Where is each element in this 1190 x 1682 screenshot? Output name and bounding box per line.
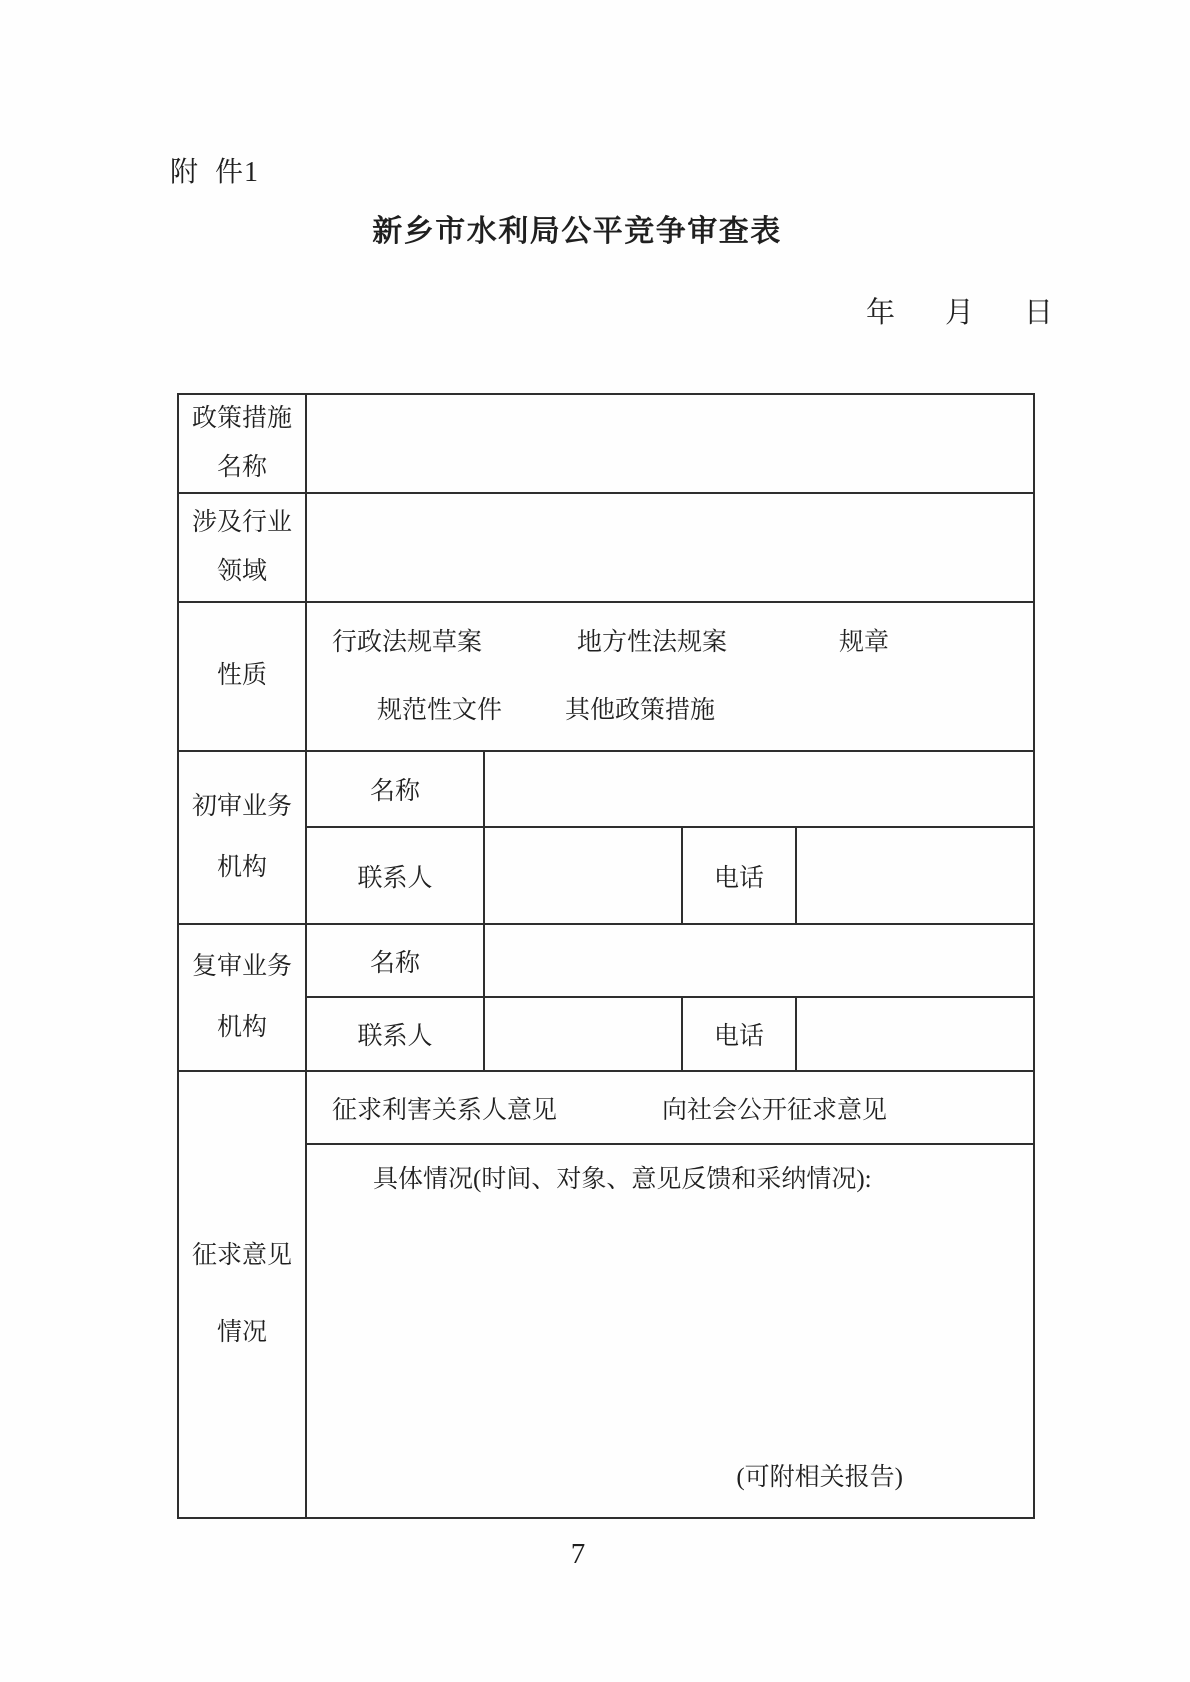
nature-label xyxy=(179,603,307,750)
initial-review-row xyxy=(179,752,1033,925)
nature-options-line1 xyxy=(307,628,1033,658)
date-month-label: 月 xyxy=(945,297,975,329)
nature-option-admin-regulation-draft: 行政法规草案 xyxy=(332,628,483,656)
second-review-label-line1: 复审业务 xyxy=(191,953,292,980)
review-form-table xyxy=(177,393,1035,1519)
nature-option-local-regulation: 地方性法规案 xyxy=(577,628,728,656)
second-review-label xyxy=(179,925,307,1070)
attachment-label: 附 件1 xyxy=(170,157,260,188)
policy-name-row xyxy=(179,395,1033,494)
nature-row xyxy=(179,603,1033,752)
page-number: 7 xyxy=(570,1538,586,1570)
opinion-row xyxy=(179,1072,1033,1517)
initial-review-contact-subrow xyxy=(307,828,1033,923)
second-review-cells xyxy=(307,925,1033,1070)
opinion-label-line2: 情况 xyxy=(216,1319,267,1346)
date-day-label: 日 xyxy=(1024,297,1054,329)
initial-review-phone-label-text: 电话 xyxy=(713,864,764,892)
initial-review-label-line1: 初审业务 xyxy=(191,793,292,820)
initial-review-name-label-text: 名称 xyxy=(369,778,420,805)
initial-review-label xyxy=(179,752,307,923)
attachment-note: (可附相关报告) xyxy=(736,1464,903,1491)
opinion-cells xyxy=(307,1072,1033,1517)
nature-option-other-policy: 其他政策措施 xyxy=(565,696,716,724)
initial-review-name-label xyxy=(307,752,485,826)
initial-review-name-value-cell xyxy=(485,752,1033,826)
initial-review-contact-value-cell xyxy=(485,828,683,923)
industry-row xyxy=(179,494,1033,603)
opinion-label xyxy=(179,1072,307,1517)
industry-label-line2: 领域 xyxy=(216,557,267,585)
opinion-option-stakeholders: 征求利害关系人意见 xyxy=(332,1096,558,1124)
policy-name-label-line2: 名称 xyxy=(216,453,267,481)
second-review-contact-subrow xyxy=(307,998,1033,1070)
policy-name-label-line1: 政策措施 xyxy=(191,405,292,432)
nature-label-text: 性质 xyxy=(216,662,267,690)
industry-label-line1: 涉及行业 xyxy=(191,509,292,536)
second-review-contact-label xyxy=(307,998,485,1070)
policy-name-label xyxy=(179,395,307,492)
second-review-phone-label-text: 电话 xyxy=(713,1023,764,1050)
nature-options-cell xyxy=(307,603,1033,750)
initial-review-phone-value-cell xyxy=(797,828,1033,923)
second-review-row xyxy=(179,925,1033,1072)
date-year-label: 年 xyxy=(866,297,896,329)
nature-options-line2 xyxy=(307,696,1033,726)
initial-review-cells xyxy=(307,752,1033,923)
policy-name-value-cell xyxy=(307,395,1033,492)
initial-review-contact-label xyxy=(307,828,485,923)
second-review-name-value-cell xyxy=(485,925,1033,996)
initial-review-phone-label xyxy=(683,828,797,923)
second-review-name-label xyxy=(307,925,485,996)
second-review-contact-label-text: 联系人 xyxy=(357,1023,433,1050)
second-review-contact-value-cell xyxy=(485,998,683,1070)
opinion-options-subrow xyxy=(307,1072,1033,1145)
second-review-name-label-text: 名称 xyxy=(369,949,420,977)
opinion-detail-subrow xyxy=(307,1145,1033,1517)
second-review-label-line2: 机构 xyxy=(216,1013,267,1041)
opinion-label-line1: 征求意见 xyxy=(191,1241,292,1269)
initial-review-contact-label-text: 联系人 xyxy=(357,864,433,892)
second-review-name-subrow xyxy=(307,925,1033,998)
second-review-phone-label xyxy=(683,998,797,1070)
industry-label xyxy=(179,494,307,601)
date-line xyxy=(866,290,1053,331)
page-title: 新乡市水利局公平竞争审查表 xyxy=(372,215,782,248)
second-review-phone-value-cell xyxy=(797,998,1033,1070)
industry-value-cell xyxy=(307,494,1033,601)
nature-option-normative-document: 规范性文件 xyxy=(377,696,503,724)
initial-review-name-subrow xyxy=(307,752,1033,828)
initial-review-label-line2: 机构 xyxy=(216,853,267,881)
opinion-option-public: 向社会公开征求意见 xyxy=(662,1096,888,1124)
opinion-detail-label: 具体情况(时间、对象、意见反馈和采纳情况): xyxy=(373,1166,872,1193)
nature-option-rule: 规章 xyxy=(839,628,890,656)
